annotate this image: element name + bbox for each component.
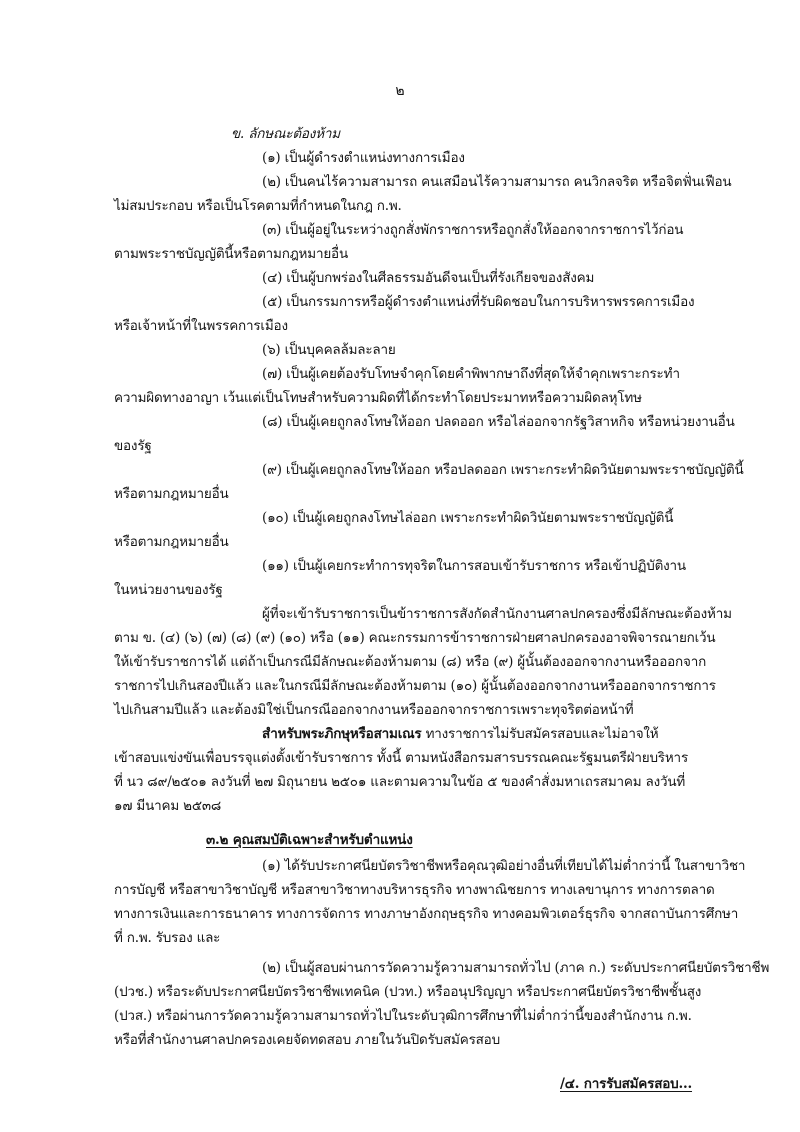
item-9-cont: หรือตามกฎหมายอื่น bbox=[114, 486, 229, 502]
qualification-1-cont-3: ที่ ก.พ. รับรอง และ bbox=[114, 930, 221, 946]
exemption-paragraph-line-2: ตาม ข. (๔) (๖) (๗) (๘) (๙) (๑๐) หรือ (๑๑) คณะกรรมการข้าราชการฝ่ายศาลปกครองอาจพิจารณายกเว้น bbox=[114, 630, 716, 646]
exemption-paragraph-line-1: ผู้ที่จะเข้ารับราชการเป็นข้าราชการสังกัดสำนักงานศาลปกครองซึ่งมีลักษณะต้องห้าม bbox=[262, 606, 732, 622]
qualification-1-cont-2: ทางการเงินและการธนาคาร ทางการจัดการ ทางภาษาอังกฤษธุรกิจ ทางคอมพิวเตอร์ธุรกิจ จากสถาบันการศึกษา bbox=[114, 906, 739, 922]
monk-paragraph-rest: ทางราชการไม่รับสมัครสอบและไม่อาจให้ bbox=[421, 726, 659, 742]
item-10: (๑๐) เป็นผู้เคยถูกลงโทษไล่ออก เพราะกระทำผิดวินัยตามพระราชบัญญัตินี้ bbox=[262, 510, 674, 526]
item-7-cont: ความผิดทางอาญา เว้นแต่เป็นโทษสำหรับความผิดที่ได้กระทำโดยประมาทหรือความผิดลหุโทษ bbox=[114, 390, 642, 406]
item-11: (๑๑) เป็นผู้เคยกระทำการทุจริตในการสอบเข้ารับราชการ หรือเข้าปฏิบัติงาน bbox=[262, 558, 686, 574]
item-8-cont: ของรัฐ bbox=[114, 438, 152, 454]
item-1: (๑) เป็นผู้ดำรงตำแหน่งทางการเมือง bbox=[262, 150, 465, 166]
item-5: (๕) เป็นกรรมการหรือผู้ดำรงตำแหน่งที่รับผิดชอบในการบริหารพรรคการเมือง bbox=[262, 294, 695, 310]
qualification-1-cont-1: การบัญชี หรือสาขาวิชาบัญชี หรือสาขาวิชาทางบริหารธุรกิจ ทางพาณิชยการ ทางเลขานุการ ทางการตลาด bbox=[114, 882, 715, 898]
monk-paragraph-line-4: ๑๗ มีนาคม ๒๕๓๘ bbox=[114, 798, 222, 814]
exemption-paragraph-line-5: ไปเกินสามปีแล้ว และต้องมิใช่เป็นกรณีออกจากงานหรือออกจากราชการเพราะทุจริตต่อหน้าที่ bbox=[114, 702, 634, 718]
continuation-marker: /๔. การรับสมัครสอบ... bbox=[560, 1076, 693, 1092]
item-10-cont: หรือตามกฎหมายอื่น bbox=[114, 534, 229, 550]
qualification-2-cont-2: (ปวส.) หรือผ่านการวัดความรู้ความสามารถทั่วไปในระดับวุฒิการศึกษาที่ไม่ต่ำกว่านี้ของสำนักงาน ก.พ. bbox=[114, 1008, 692, 1024]
item-8: (๘) เป็นผู้เคยถูกลงโทษให้ออก ปลดออก หรือไล่ออกจากรัฐวิสาหกิจ หรือหน่วยงานอื่น bbox=[262, 414, 735, 430]
qualification-2-cont-3: หรือที่สำนักงานศาลปกครองเคยจัดทดสอบ ภายในวันปิดรับสมัครสอบ bbox=[114, 1032, 500, 1048]
monk-paragraph-line-3: ที่ นว ๘๙/๒๕๐๑ ลงวันที่ ๒๗ มิถุนายน ๒๕๐๑ และตามความในข้อ ๕ ของคำสั่งมหาเถรสมาคม ลงวันที่ bbox=[114, 774, 686, 790]
page-number: ๒ bbox=[395, 83, 405, 99]
item-11-cont: ในหน่วยงานของรัฐ bbox=[114, 582, 223, 598]
qualification-2: (๒) เป็นผู้สอบผ่านการวัดความรู้ความสามารถทั่วไป (ภาค ก.) ระดับประกาศนียบัตรวิชาชีพ bbox=[262, 960, 770, 976]
section-heading-prohibitions: ข. ลักษณะต้องห้าม bbox=[231, 126, 340, 142]
item-3-cont: ตามพระราชบัญญัตินี้หรือตามกฎหมายอื่น bbox=[114, 246, 348, 262]
item-4: (๔) เป็นผู้บกพร่องในศีลธรรมอันดีจนเป็นที่รังเกียจของสังคม bbox=[262, 270, 595, 286]
exemption-paragraph-line-4: ราชการไปเกินสองปีแล้ว และในกรณีมีลักษณะต้องห้ามตาม (๑๐) ผู้นั้นต้องออกจากงานหรือออกจากราชการ bbox=[114, 678, 716, 694]
monk-paragraph-line-2: เข้าสอบแข่งขันเพื่อบรรจุแต่งตั้งเข้ารับราชการ ทั้งนี้ ตามหนังสือกรมสารบรรณคณะรัฐมนตรีฝ่ายบริหาร bbox=[114, 750, 688, 766]
qualification-2-cont-1: (ปวช.) หรือระดับประกาศนียบัตรวิชาชีพเทคนิค (ปวท.) หรืออนุปริญญา หรือประกาศนียบัตรวิชาชีพชั้นสูง bbox=[114, 984, 702, 1000]
item-6: (๖) เป็นบุคคลล้มละลาย bbox=[262, 342, 396, 358]
item-9: (๙) เป็นผู้เคยถูกลงโทษให้ออก หรือปลดออก เพราะกระทำผิดวินัยตามพระราชบัญญัตินี้ bbox=[262, 462, 744, 478]
monk-heading: สำหรับพระภิกษุหรือสามเณร bbox=[262, 726, 422, 742]
item-5-cont: หรือเจ้าหน้าที่ในพรรคการเมือง bbox=[114, 318, 288, 334]
item-7: (๗) เป็นผู้เคยต้องรับโทษจำคุกโดยคำพิพากษาถึงที่สุดให้จำคุกเพราะกระทำ bbox=[262, 366, 680, 382]
item-3: (๓) เป็นผู้อยู่ในระหว่างถูกสั่งพักราชการหรือถูกสั่งให้ออกจากราชการไว้ก่อน bbox=[262, 222, 684, 238]
exemption-paragraph-line-3: ให้เข้ารับราชการได้ แต่ถ้าเป็นกรณีมีลักษณะต้องห้ามตาม (๘) หรือ (๙) ผู้นั้นต้องออกจากงานหรือออกจาก bbox=[114, 654, 707, 670]
item-2: (๒) เป็นคนไร้ความสามารถ คนเสมือนไร้ความสามารถ คนวิกลจริต หรือจิตฟั่นเฟือน bbox=[262, 174, 732, 190]
qualification-1: (๑) ได้รับประกาศนียบัตรวิชาชีพหรือคุณวุฒิอย่างอื่นที่เทียบได้ไม่ต่ำกว่านี้ ในสาขาวิชา bbox=[262, 858, 746, 874]
item-2-cont: ไม่สมประกอบ หรือเป็นโรคตามที่กำหนดในกฎ ก.พ. bbox=[114, 198, 402, 214]
section-heading-qualifications: ๓.๒ คุณสมบัติเฉพาะสำหรับตำแหน่ง bbox=[206, 832, 413, 848]
monk-paragraph-line-1 bbox=[262, 724, 659, 744]
